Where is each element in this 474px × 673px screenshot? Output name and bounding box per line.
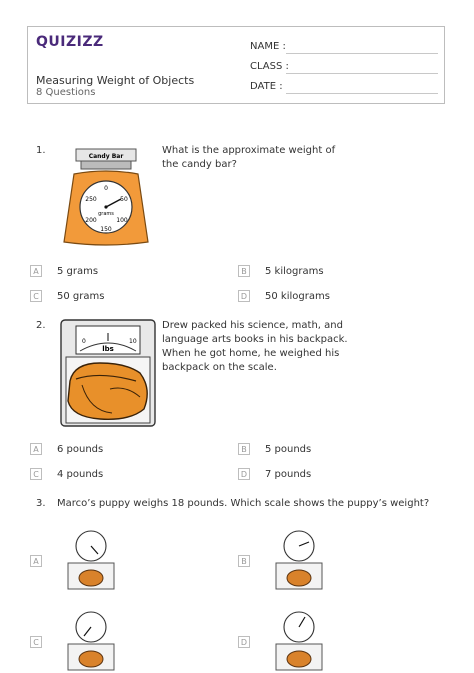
- puppy-scale-option-d: [274, 609, 324, 673]
- puppy-scale-option-a: [66, 528, 116, 592]
- option-c-box[interactable]: C: [30, 468, 42, 480]
- scale-tray: [81, 161, 131, 169]
- dial-unit: grams: [98, 211, 114, 217]
- question-number: 2.: [36, 320, 46, 331]
- question-line: When he got home, he weighed his: [162, 348, 340, 359]
- dial-number: 200: [85, 217, 97, 224]
- dial-number: 250: [85, 196, 97, 203]
- dial-number: 0: [104, 185, 108, 192]
- date-field[interactable]: [286, 93, 438, 94]
- quizizz-logo: QUIZIZZ: [36, 34, 104, 50]
- candy-bar-label: Candy Bar: [88, 153, 124, 160]
- class-label: CLASS :: [250, 61, 289, 72]
- option-b-text[interactable]: 5 pounds: [265, 444, 312, 455]
- option-a-text[interactable]: 6 pounds: [57, 444, 104, 455]
- option-a-box[interactable]: A: [30, 265, 42, 277]
- question-line: the candy bar?: [162, 159, 237, 170]
- class-field[interactable]: [286, 73, 438, 74]
- date-label: DATE :: [250, 81, 283, 92]
- dial-number: 150: [100, 226, 112, 233]
- puppy-scale-option-b: [274, 528, 324, 592]
- option-c-text[interactable]: 50 grams: [57, 291, 105, 302]
- scale-max-label: 10: [129, 338, 137, 345]
- question-text: [162, 319, 348, 375]
- option-d-box[interactable]: D: [238, 290, 250, 302]
- option-b-text[interactable]: 5 kilograms: [265, 266, 324, 277]
- question-number: 3.: [36, 498, 46, 509]
- worksheet-title: Measuring Weight of Objects: [36, 74, 195, 87]
- dial-number: 50: [120, 196, 128, 203]
- option-b-box[interactable]: B: [238, 265, 250, 277]
- name-field[interactable]: [286, 53, 438, 54]
- puppy-icon: [287, 651, 311, 667]
- dial-pivot: [104, 205, 107, 208]
- option-c-text[interactable]: 4 pounds: [57, 469, 104, 480]
- option-d-text[interactable]: 50 kilograms: [265, 291, 330, 302]
- question-number: 1.: [36, 145, 46, 156]
- scale-min-label: 0: [82, 338, 86, 345]
- candy-bar-scale-illustration: [60, 144, 160, 248]
- scale-unit: lbs: [102, 345, 114, 353]
- question-count: 8 Questions: [36, 87, 96, 98]
- option-a-box[interactable]: A: [30, 443, 42, 455]
- question-line: Marco’s puppy weighs 18 pounds. Which scale shows the puppy’s weight?: [57, 498, 430, 509]
- option-b-box[interactable]: B: [238, 555, 250, 567]
- option-d-box[interactable]: D: [238, 636, 250, 648]
- dial-number: 100: [116, 217, 128, 224]
- option-a-text[interactable]: 5 grams: [57, 266, 99, 277]
- question-text: [57, 497, 429, 511]
- option-c-box[interactable]: C: [30, 636, 42, 648]
- option-b-box[interactable]: B: [238, 443, 250, 455]
- question-line: What is the approximate weight of: [162, 145, 336, 156]
- backpack-scale-illustration: [60, 319, 156, 427]
- option-a-box[interactable]: A: [30, 555, 42, 567]
- puppy-icon: [287, 570, 311, 586]
- question-line: Drew packed his science, math, and: [162, 320, 343, 331]
- question-text: [162, 144, 335, 172]
- option-d-box[interactable]: D: [238, 468, 250, 480]
- puppy-scale-option-c: [66, 609, 116, 673]
- question-line: backpack on the scale.: [162, 362, 277, 373]
- question-line: language arts books in his backpack.: [162, 334, 348, 345]
- puppy-icon: [79, 651, 103, 667]
- option-d-text[interactable]: 7 pounds: [265, 469, 312, 480]
- puppy-icon: [79, 570, 103, 586]
- name-label: NAME :: [250, 41, 286, 52]
- backpack-body: [68, 363, 147, 419]
- option-c-box[interactable]: C: [30, 290, 42, 302]
